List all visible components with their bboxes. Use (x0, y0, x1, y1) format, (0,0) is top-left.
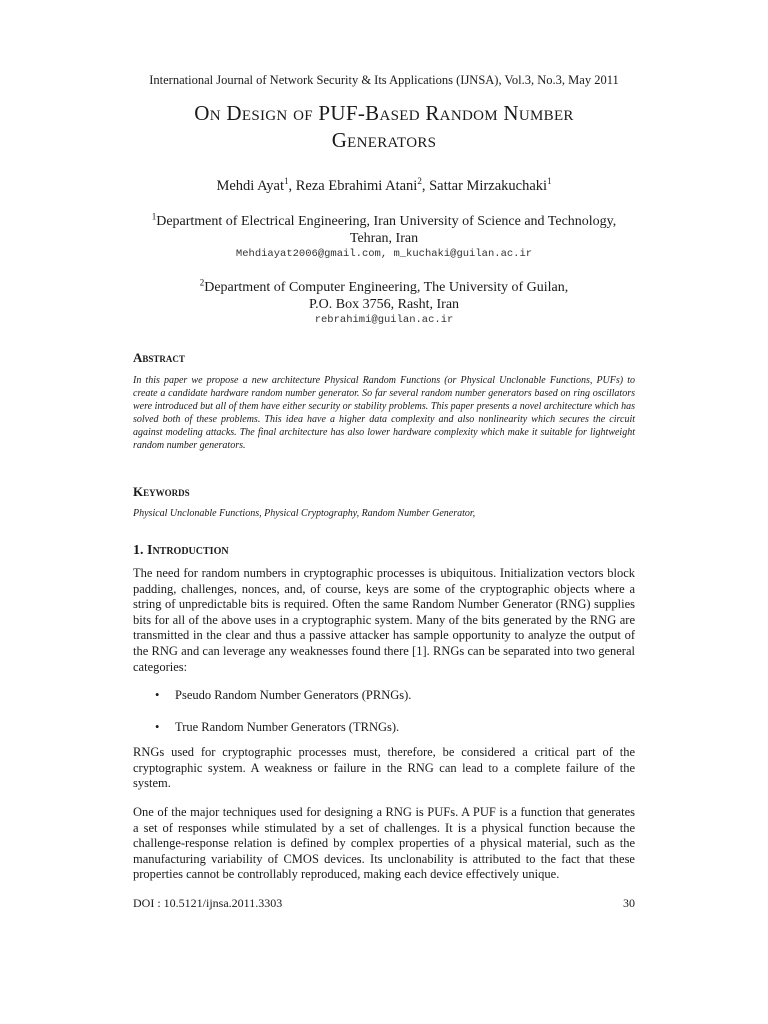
author-affil-sup: 1 (283, 176, 289, 187)
paper-title-line-2: Generators (331, 128, 437, 152)
doi-footer: DOI : 10.5121/ijnsa.2011.3303 (133, 896, 283, 910)
list-item (155, 688, 411, 720)
affiliation-line: Department of Computer Engineering, The University of Guilan, (204, 280, 569, 295)
bullet-icon: • (155, 688, 160, 702)
list-item-text: True Random Number Generators (TRNGs). (175, 720, 400, 734)
paper-title (0, 100, 768, 154)
author-affil-sup: 1 (547, 176, 552, 187)
affiliation-line: Department of Electrical Engineering, Iran University of Science and Technology, (156, 214, 617, 229)
affiliation-sup: 2 (199, 277, 205, 288)
affiliation-1 (0, 213, 768, 247)
intro-paragraph-1: The need for random numbers in cryptographic processes is ubiquitous. Initialization vectors block padding, challenges, nonces, and, of course, keys are some of the cryptographic objects where a string of unpredictable bits is required. Often the same Random Number Generator (RNG) supplies bits for all of the above uses in a cryptographic system. Many of the bits generated by the RNG are transmitted in the clear and thus a passive attacker has sample opportunity to analyze the output of the RNG and can leverage any weaknesses found there [1]. RNGs can be separated into two general categories: (133, 566, 635, 674)
author-name: , Reza Ebrahimi Atani (288, 178, 418, 194)
abstract-heading: Abstract (133, 350, 185, 365)
paper-title-line-1: On Design of PUF-Based Random Number (194, 101, 574, 125)
category-list (155, 688, 411, 752)
affiliation-line: P.O. Box 3756, Rasht, Iran (308, 297, 460, 312)
author-list (0, 178, 768, 195)
keywords-text: Physical Unclonable Functions, Physical Cryptography, Random Number Generator, (133, 508, 476, 519)
abstract-text: In this paper we propose a new architecture Physical Random Functions (or Physical Unclonable Functions, PUFs) to create a candidate hardware random number generator. So far several random number generators based on ring oscillators were introduced but all of them have either security or stability problems. This paper presents a novel architecture which has solved both of these problems. This idea have a higher data complexity and also nonlinearity which secures the circuit against modeling attacks. The final architecture has also lower hardware complexity which make it suitable for lightweight random number generators. (133, 375, 635, 452)
keywords-heading: Keywords (133, 484, 190, 499)
author-affil-sup: 2 (417, 176, 422, 187)
affiliation-2 (0, 279, 768, 313)
section-heading-introduction: 1. Introduction (133, 543, 229, 558)
affiliation-1-email: Mehdiayat2006@gmail.com, m_kuchaki@guilan.ac.ir (235, 248, 533, 260)
intro-paragraph-2: RNGs used for cryptographic processes must, therefore, be considered a critical part of the cryptographic system. A weakness or failure in the RNG can lead to a complete failure of the system. (133, 745, 635, 791)
author-name: Mehdi Ayat (216, 178, 284, 194)
list-item-text: Pseudo Random Number Generators (PRNGs). (175, 688, 412, 702)
journal-header: International Journal of Network Security & Its Applications (IJNSA), Vol.3, No.3, May 2011 (149, 73, 619, 87)
author-name: , Sattar Mirzakuchaki (421, 178, 548, 194)
intro-paragraph-3: One of the major techniques used for designing a RNG is PUFs. A PUF is a function that generates a set of responses while stimulated by a set of challenges. It is a physical function because the challenge-response relation is defined by complex properties of a physical material, such as the manufacturing variability of CMOS devices. Its unclonability is attributed to the fact that these properties cannot be controllably reproduced, making each device effectively unique. (133, 805, 635, 882)
affiliation-sup: 1 (151, 211, 157, 222)
bullet-icon: • (155, 720, 160, 734)
affiliation-2-email: rebrahimi@guilan.ac.ir (314, 314, 454, 326)
page-number: 30 (623, 896, 635, 910)
affiliation-line: Tehran, Iran (349, 231, 419, 246)
